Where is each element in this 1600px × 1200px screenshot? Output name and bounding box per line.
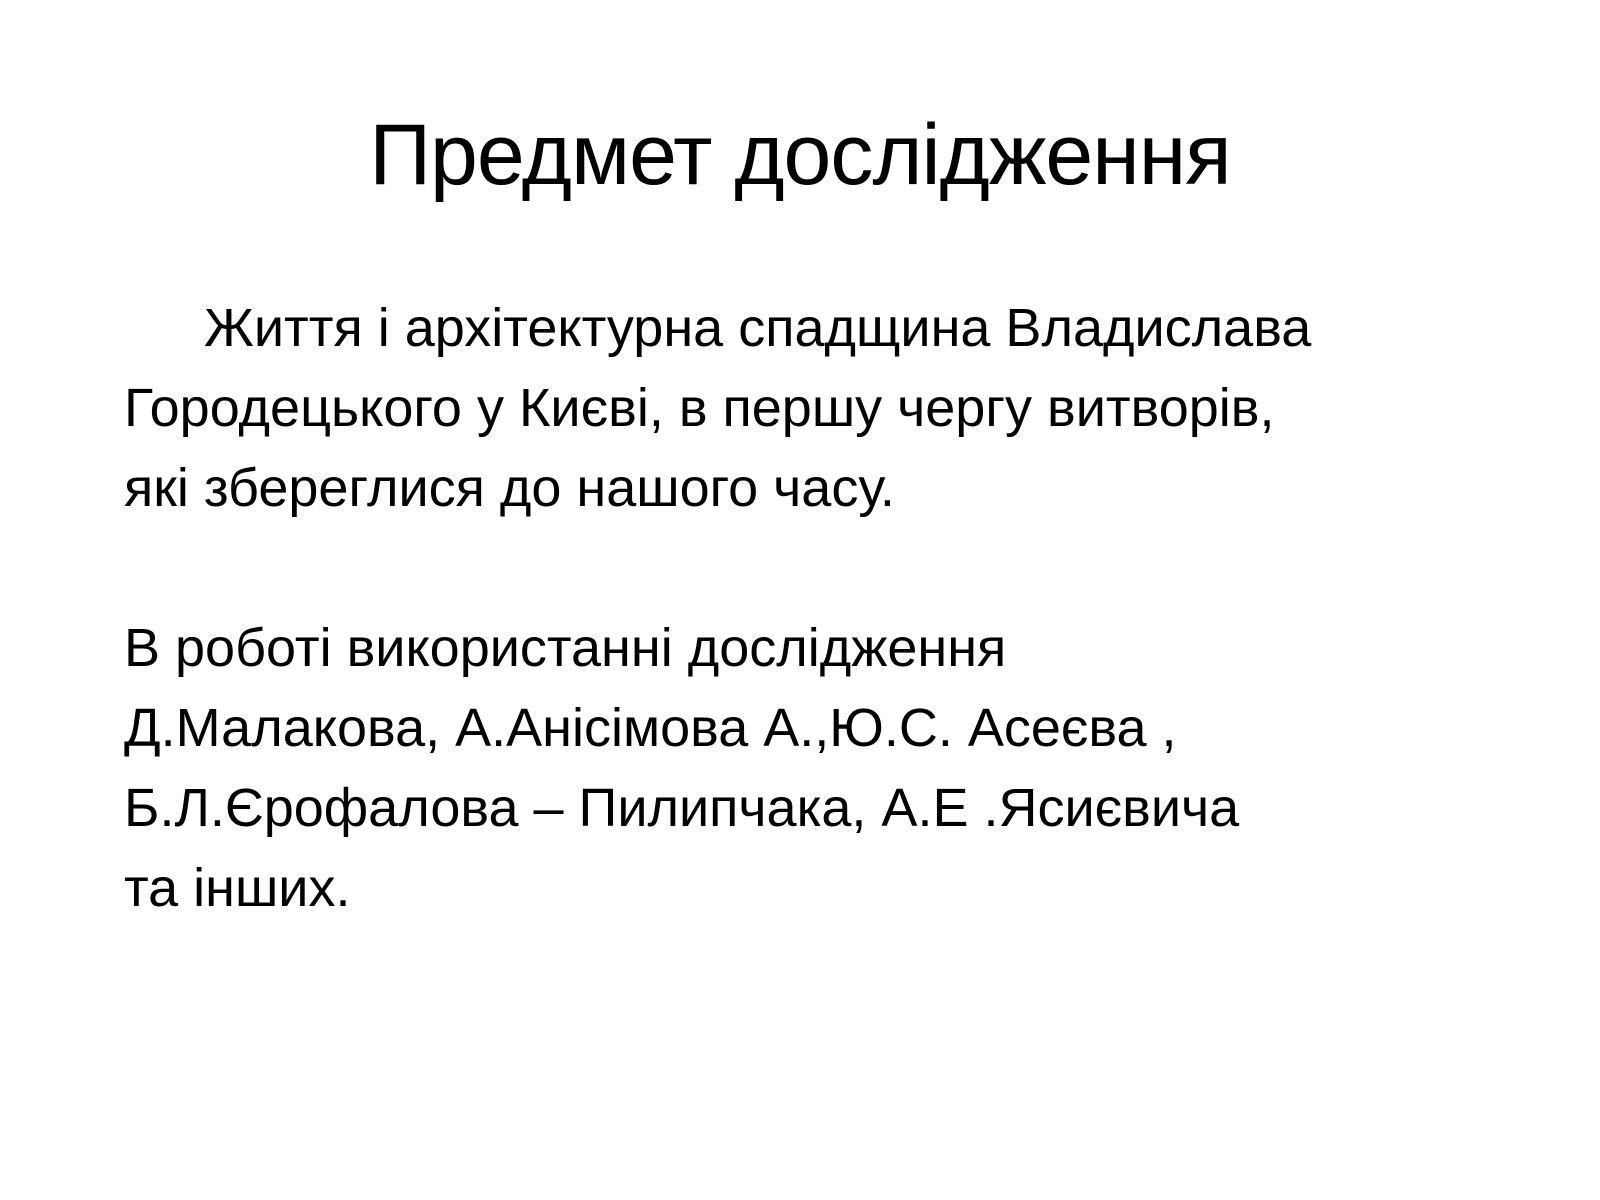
subject-line-3: які збереглися до нашого часу.	[124, 458, 895, 518]
slide-body	[124, 288, 1544, 928]
sources-line-4: та інших.	[124, 858, 351, 918]
sources-line-1: В роботі використанні дослідження	[124, 618, 1007, 678]
subject-paragraph	[124, 288, 1544, 528]
sources-paragraph	[124, 608, 1544, 928]
sources-line-3: Б.Л.Єрофалова – Пилипчака, А.Е .Ясиєвича	[124, 778, 1240, 838]
subject-line-2: Городецького у Києві, в першу чергу витворів,	[124, 378, 1275, 438]
slide-title: Предмет дослідження	[369, 107, 1231, 203]
subject-line-1: Життя і архітектурна спадщина Владислава	[204, 298, 1312, 358]
sources-line-2: Д.Малакова, А.Анісімова А.,Ю.С. Асеєва ,	[124, 698, 1177, 758]
